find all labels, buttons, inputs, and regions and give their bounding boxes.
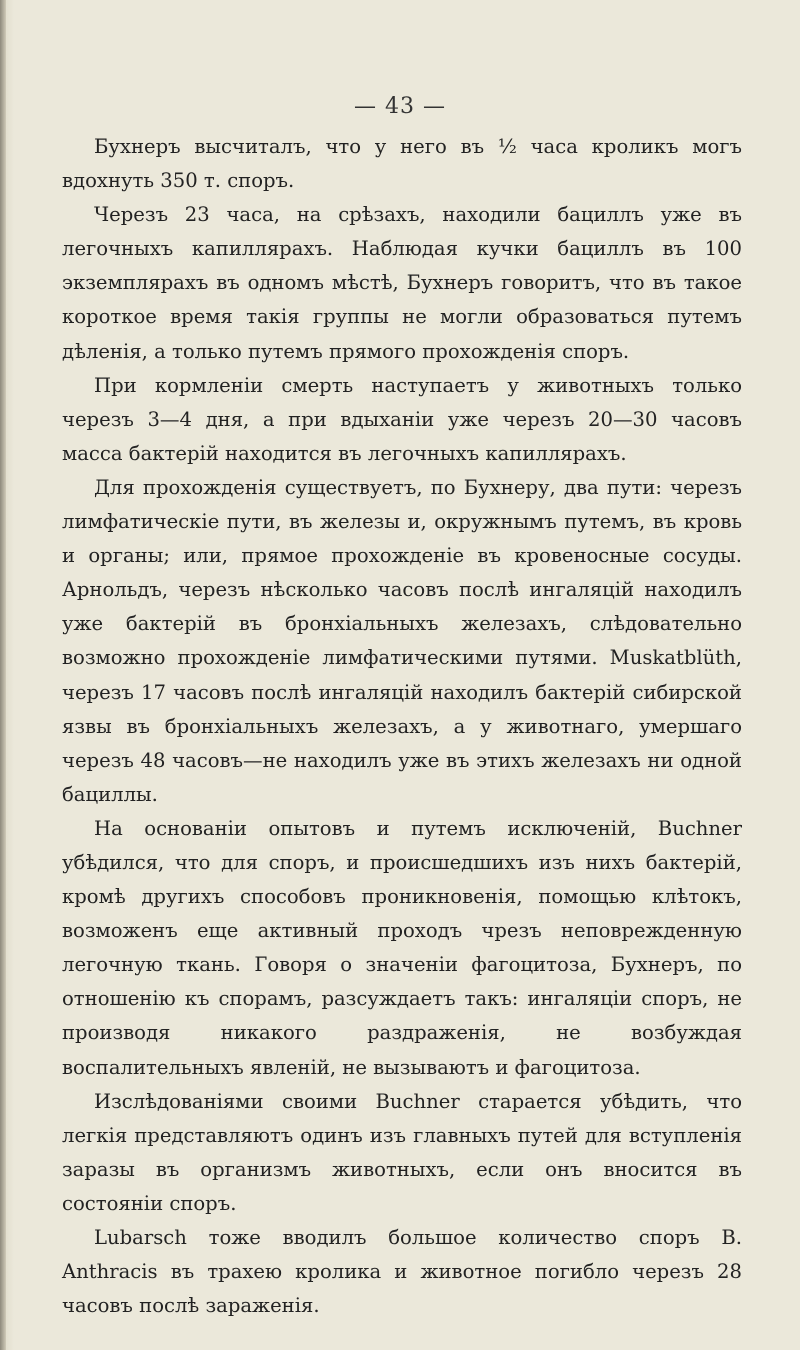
page-edge-shadow [0,0,6,1350]
body-text [62,130,742,1323]
paragraph-2: Черезъ 23 часа, на срѣзахъ, находили бациллъ уже въ легочныхъ капиллярахъ. Наблюдая кучки бациллъ въ 100 экземплярахъ въ одномъ мѣстѣ, Бухнеръ говоритъ, что въ такое короткое время такія группы не могли образоваться путемъ дѣленія, а только путемъ прямого прохожденія споръ. [62,203,742,363]
paragraph-6: Изслѣдованіями своими Buchner старается убѣдить, что легкія представляютъ одинъ изъ главныхъ путей для вступленія заразы въ организмъ животныхъ, если онъ вносится въ состояніи споръ. [62,1089,742,1215]
page-number: — 43 — [354,94,446,119]
paragraph-7: Lubarsch тоже вводилъ большое количество споръ B. Anthracis въ трахею кролика и животное погибло черезъ 28 часовъ послѣ зараженія. [62,1226,742,1318]
paragraph-4: Для прохожденія существуетъ, по Бухнеру, два пути: черезъ лимфатическіе пути, въ железы и, окружнымъ путемъ, въ кровь и органы; или, прямое прохожденіе въ кровеносные сосуды. Арнольдъ, черезъ нѣсколько часовъ послѣ ингаляцій находилъ уже бактерій въ бронхіальныхъ железахъ, слѣдовательно возможно прохожденіе лимфатическими путями. Muskatblüth, черезъ 17 часовъ послѣ ингаляцій находилъ бактерій сибирской язвы въ бронхіальныхъ железахъ, а у животнаго, умершаго черезъ 48 часовъ—не находилъ уже въ этихъ железахъ ни одной бациллы. [62,475,742,806]
paragraph-3: При кормленіи смерть наступаетъ у животныхъ только черезъ 3—4 дня, а при вдыханіи уже черезъ 20—30 часовъ масса бактерій находится въ легочныхъ капиллярахъ. [62,373,742,465]
paragraph-5: На основаніи опытовъ и путемъ исключеній, Buchner убѣдился, что для споръ, и происшедшихъ изъ нихъ бактерій, кромѣ другихъ способовъ проникновенія, помощью клѣтокъ, возможенъ еще активный проходъ чрезъ неповрежденную легочную ткань. Говоря о значеніи фагоцитоза, Бухнеръ, по отношенію къ спорамъ, разсуждаетъ такъ: ингаляціи споръ, не производя никакого раздраженія, не возбуждая воспалительныхъ явленій, не вызываютъ и фагоцитоза. [62,816,742,1079]
paragraph-1: Бухнеръ высчиталъ, что у него въ ½ часа кроликъ могъ вдохнуть 350 т. споръ. [62,135,742,193]
